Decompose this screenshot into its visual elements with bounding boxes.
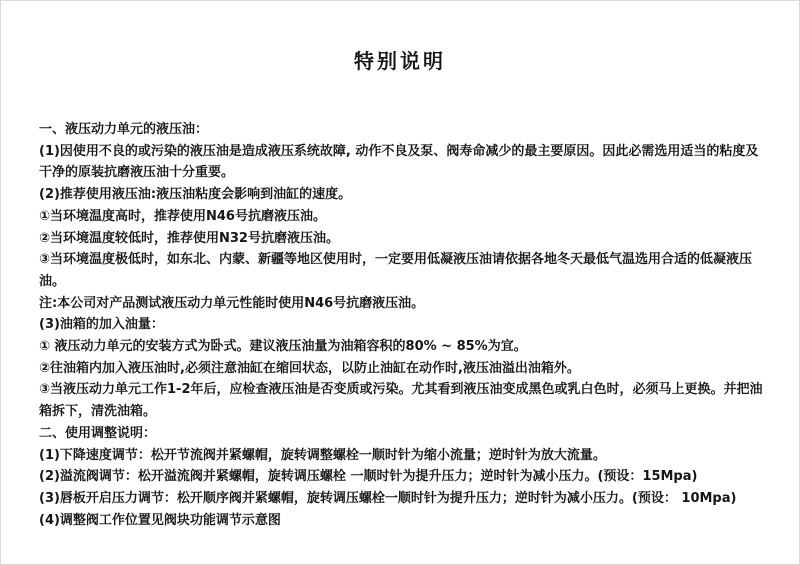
- paragraph-relief-valve: (2)溢流阀调节：松开溢流阀并紧螺帽，旋转调压螺栓 一顺时针为提升压力；逆时针为减小压力。(预设：15Mpa): [39, 469, 698, 485]
- paragraph-lowering-speed: (1)下降速度调节：松开节流阀并紧螺帽，旋转调整螺栓一顺时针为缩小流量；逆时针为放大流量。: [39, 447, 606, 463]
- paragraph-install-mode: ① 液压动力单元的安装方式为卧式。建议液压油量为油箱容积的80% ~ 85%为宜。: [39, 339, 527, 355]
- paragraph-filling-caution: ②往油箱内加入液压油时,必须注意油缸在缩回状态，以防止油缸在动作时,液压油溢出油箱外。: [39, 360, 580, 376]
- paragraph-oil-cause: (1)因使用不良的或污染的液压油是造成液压系统故障, 动作不良及泵、阀寿命减少的最主要原因。因此必需选用适当的粘度及干净的原装抗磨液压油十分重要。: [39, 143, 759, 181]
- paragraph-oil-recommend: (2)推荐使用液压油:液压油粘度会影响到油缸的速度。: [39, 187, 352, 203]
- paragraph-valve-position: (4)调整阀工作位置见阀块功能调节示意图: [39, 512, 281, 528]
- paragraph-lip-pressure: (3)唇板开启压力调节：松开顺序阀并紧螺帽，旋转调压螺栓一顺时针为提升压力；逆时针为减小压力。(预设： 10Mpa): [39, 490, 737, 506]
- paragraph-tank-volume-heading: (3)油箱的加入油量：: [39, 317, 164, 333]
- section-1-heading: 一、液压动力单元的液压油：: [39, 122, 209, 137]
- paragraph-temp-high: ①当环境温度高时，推荐使用N46号抗磨液压油。: [39, 208, 326, 224]
- section-2-heading: 二、使用调整说明：: [39, 425, 157, 441]
- paragraph-test-note: 注:本公司对产品测试液压动力单元性能时使用N46号抗磨液压油。: [39, 295, 425, 311]
- page-title: 特别说明: [354, 49, 446, 73]
- document-body: [39, 119, 763, 531]
- paragraph-temp-extreme-low: ③当环境温度极低时，如东北、内蒙、新疆等地区使用时，一定要用低凝液压油请依据各地冬天最低气温选用合适的低凝液压油。: [39, 252, 753, 289]
- paragraph-temp-low: ②当环境温度较低时，推荐使用N32号抗磨液压油。: [39, 230, 339, 246]
- paragraph-oil-replace: ③当液压动力单元工作1-2年后，应检查液压油是否变质或污染。尤其看到液压油变成黑色或乳白色时，必须马上更换。并把油箱拆下，清洗油箱。: [39, 382, 763, 420]
